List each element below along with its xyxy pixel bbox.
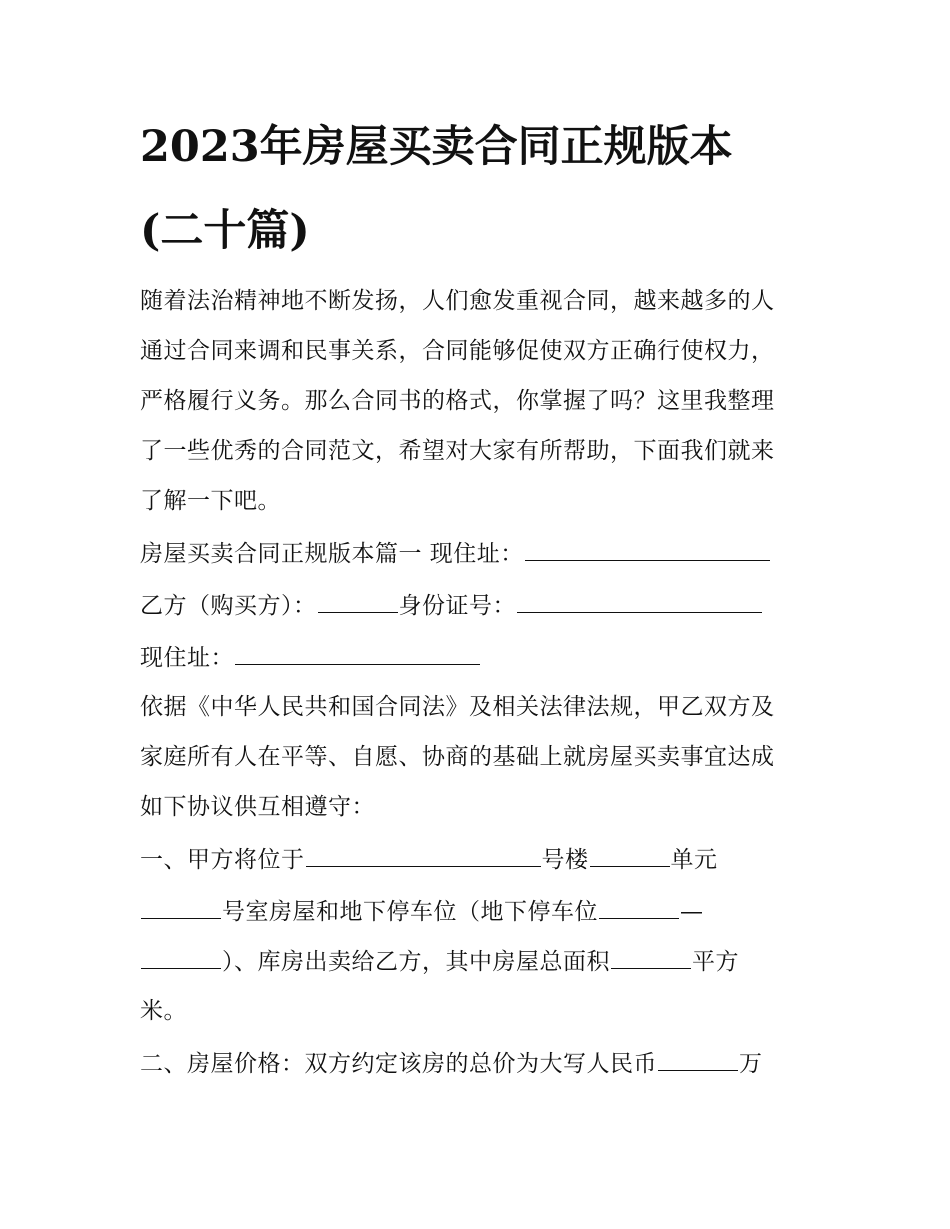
- clause1-text: —: [680, 899, 704, 925]
- clause1-line: [140, 946, 739, 977]
- party-address-line: [140, 538, 771, 569]
- basis-line: 家庭所有人在平等、自愿、协商的基础上就房屋买卖事宜达成: [140, 744, 775, 770]
- intro-line: 了一些优秀的合同范文，希望对大家有所帮助，下面我们就来: [140, 438, 775, 464]
- price-blank: [658, 1048, 738, 1071]
- basis-line: 如下协议供互相遵守：: [140, 794, 375, 820]
- clause1-text: 号室房屋和地下停车位（地下停车位: [222, 899, 598, 925]
- clause1-text: ）、库房出卖给乙方，其中房屋总面积: [222, 949, 610, 975]
- clause2-line: [140, 1048, 763, 1079]
- room-blank: [141, 896, 221, 919]
- clause1-text: 号楼: [541, 847, 589, 873]
- document-title-line-2: (二十篇): [140, 206, 310, 256]
- parking-end-blank: [141, 946, 221, 969]
- clause1-text: 一、甲方将位于: [140, 847, 305, 873]
- buyer-address-blank: [235, 642, 480, 665]
- id-number-blank: [517, 590, 762, 613]
- area-blank: [611, 946, 691, 969]
- intro-line: 严格履行义务。那么合同书的格式，你掌握了吗？这里我整理: [140, 388, 775, 414]
- buyer-line: [140, 590, 763, 621]
- building-blank: [590, 844, 670, 867]
- clause2-text: 二、房屋价格：双方约定该房的总价为大写人民币: [140, 1051, 657, 1077]
- clause1-text: 单元: [670, 847, 718, 873]
- clause1-line: [140, 896, 704, 927]
- intro-line: 随着法治精神地不断发扬，人们愈发重视合同，越来越多的人: [140, 288, 775, 314]
- intro-line: 了解一下吧。: [140, 488, 281, 514]
- address-blank: [525, 538, 770, 561]
- buyer-name-blank: [318, 590, 398, 613]
- clause1-line: [140, 844, 718, 875]
- clause1-line: 米。: [140, 998, 187, 1024]
- clause2-text: 万: [739, 1051, 763, 1077]
- basis-line: 依据《中华人民共和国合同法》及相关法律法规，甲乙双方及: [140, 694, 775, 720]
- buyer-address-label: 现住址：: [140, 645, 234, 671]
- clause1-text: 平方: [692, 949, 739, 975]
- buyer-label: 乙方（购买方）：: [140, 593, 317, 619]
- document-title-line-1: 2023年房屋买卖合同正规版本: [140, 122, 733, 172]
- intro-line: 通过合同来调和民事关系，合同能够促使双方正确行使权力，: [140, 338, 775, 364]
- id-number-label: 身份证号：: [398, 593, 516, 619]
- party-line1-text: 房屋买卖合同正规版本篇一 现住址：: [140, 541, 524, 567]
- location-blank: [306, 844, 541, 867]
- buyer-address-line: [140, 642, 481, 673]
- parking-blank: [599, 896, 679, 919]
